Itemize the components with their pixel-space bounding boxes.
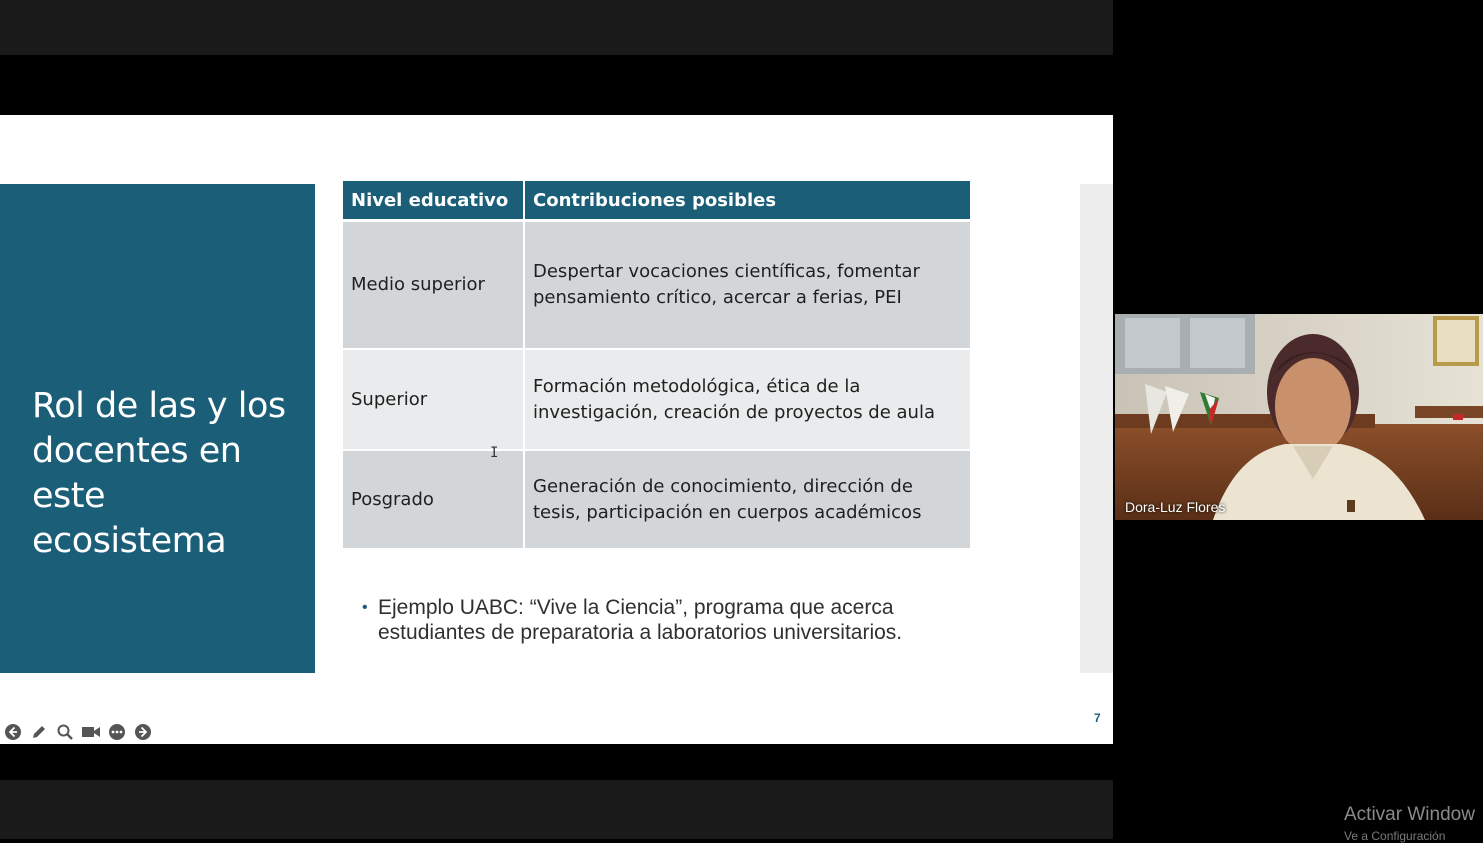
video-frame: [1115, 314, 1483, 520]
more-icon[interactable]: [107, 722, 127, 742]
pen-icon[interactable]: [29, 722, 49, 742]
next-slide-edge: [1080, 184, 1113, 673]
windows-activation-subtext: Ve a Configuración: [1344, 829, 1446, 843]
bullet-text: Ejemplo UABC: “Vive la Ciencia”, programa que acerca estudiantes de preparatoria a laboratorios universitarios.: [378, 596, 903, 644]
page-number: 7: [1094, 711, 1101, 725]
table-row: [343, 450, 970, 549]
education-table: [343, 181, 970, 550]
table-header-contribuciones: Contribuciones posibles: [524, 181, 970, 221]
participant-name-label: Dora-Luz Flores: [1125, 499, 1226, 515]
video-icon[interactable]: [81, 722, 101, 742]
example-bullet: [362, 595, 982, 645]
table-cell-level: Posgrado: [343, 450, 524, 549]
next-icon[interactable]: [133, 722, 153, 742]
text-cursor-icon: I: [490, 445, 499, 461]
table-cell-level: Medio superior: [343, 221, 524, 350]
previous-icon[interactable]: [3, 722, 23, 742]
presenter-toolbar: [3, 722, 153, 742]
bullet-icon: •: [362, 599, 368, 616]
title-panel: [0, 184, 315, 673]
table-cell-contribution: Despertar vocaciones científicas, fomentar pensamiento crítico, acercar a ferias, PEI: [524, 221, 970, 350]
presentation-slide: [0, 115, 1113, 744]
table-cell-contribution: Generación de conocimiento, dirección de tesis, participación en cuerpos académicos: [524, 450, 970, 549]
table-row: [343, 221, 970, 350]
meeting-bottom-bar: [0, 780, 1113, 839]
meeting-top-bar: [0, 0, 1113, 55]
table-row: [343, 349, 970, 450]
zoom-icon[interactable]: [55, 722, 75, 742]
windows-activation-watermark: Activar Window: [1344, 804, 1475, 825]
participant-video[interactable]: [1115, 314, 1483, 520]
table-header-nivel: Nivel educativo: [343, 181, 524, 221]
table-cell-contribution: Formación metodológica, ética de la investigación, creación de proyectos de aula: [524, 349, 970, 450]
slide-title: Rol de las y los docentes en este ecosistema: [32, 386, 286, 561]
table-cell-level: Superior: [343, 349, 524, 450]
